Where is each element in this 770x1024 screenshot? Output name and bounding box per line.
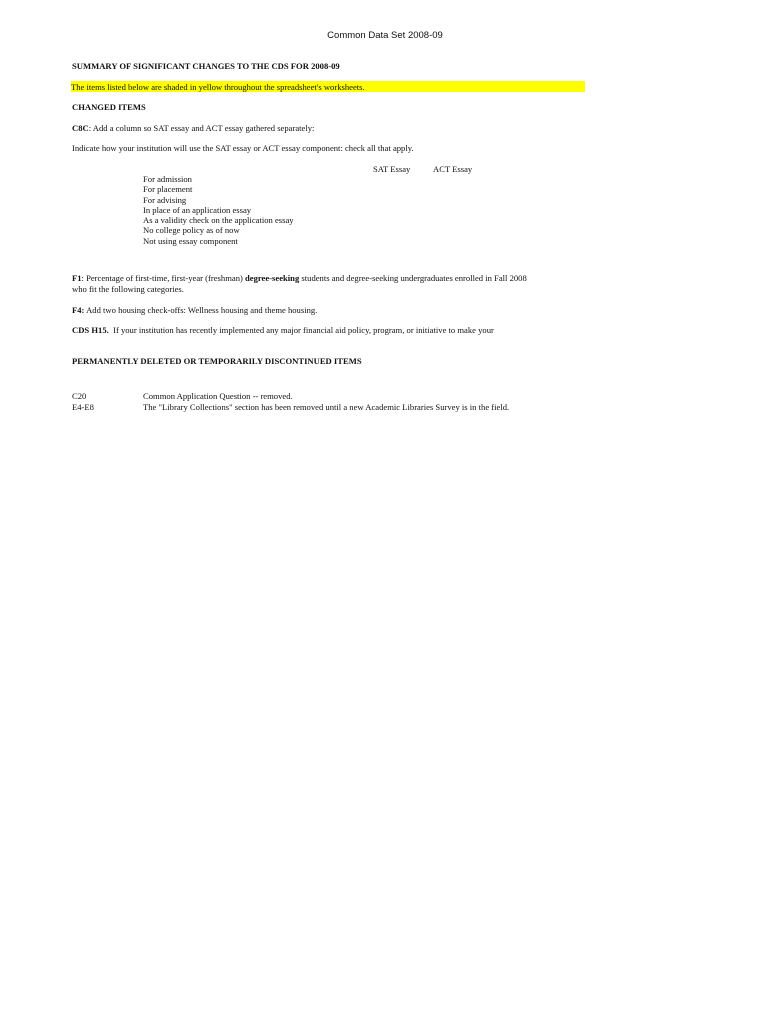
c8c-line (72, 123, 314, 133)
changed-items-heading: CHANGED ITEMS (72, 102, 146, 112)
f4-line (72, 305, 317, 315)
deleted-item-text: The "Library Collections" section has been removed until a new Academic Libraries Survey is in the field. (143, 402, 510, 412)
column-header-sat-essay: SAT Essay (373, 164, 411, 174)
essay-option: For placement (143, 184, 193, 195)
f1-text-after: students and degree-seeking undergraduates enrolled in Fall 2008 (299, 273, 527, 283)
page-header-title: Common Data Set 2008-09 (327, 30, 443, 41)
deleted-item-code: E4-E8 (72, 402, 94, 412)
essay-option: As a validity check on the application essay (143, 215, 294, 226)
essay-option: In place of an application essay (143, 204, 252, 215)
column-header-act-essay: ACT Essay (433, 164, 473, 174)
essay-option: No college policy as of now (143, 225, 240, 236)
deleted-item-text: Common Application Question -- removed. (143, 391, 293, 401)
essay-option: For advising (143, 194, 187, 205)
summary-heading: SUMMARY OF SIGNIFICANT CHANGES TO THE CDS FOR 2008-09 (72, 61, 340, 71)
f1-line2: who fit the following categories. (72, 284, 184, 294)
f4-text: Add two housing check-offs: Wellness housing and theme housing. (84, 305, 318, 315)
c8c-instruction: Indicate how your institution will use the SAT essay or ACT essay component: check all that apply. (72, 143, 414, 153)
f4-code: F4: (72, 305, 85, 315)
deleted-items-heading: PERMANENTLY DELETED OR TEMPORARILY DISCONTINUED ITEMS (72, 356, 362, 366)
f1-bold-phrase: degree-seeking (245, 273, 300, 283)
f1-text-before: : Percentage of first-time, first-year (freshman) (81, 273, 245, 283)
essay-options-list (143, 174, 294, 246)
h15-code: CDS H15. (72, 325, 109, 335)
f1-code: F1 (72, 273, 82, 283)
deleted-item-code: C20 (72, 391, 87, 401)
f1-line (72, 273, 527, 283)
c8c-code: C8C (72, 123, 89, 133)
essay-option: Not using essay component (143, 235, 238, 246)
c8c-text: : Add a column so SAT essay and ACT essay gathered separately: (88, 123, 315, 133)
h15-text: If your institution has recently implemented any major financial aid policy, program, or initiative to make your (108, 325, 494, 335)
h15-line (72, 325, 494, 335)
essay-option: For admission (143, 174, 192, 184)
highlight-note: The items listed below are shaded in yellow throughout the spreadsheet's worksheets. (71, 81, 585, 92)
